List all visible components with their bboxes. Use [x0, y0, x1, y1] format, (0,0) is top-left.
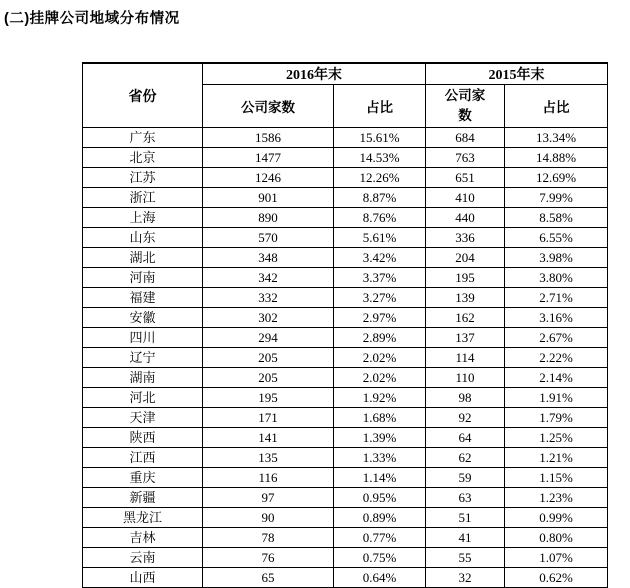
count-2016-cell: 302	[203, 308, 334, 328]
pct-2015-cell: 12.69%	[505, 168, 608, 188]
province-cell: 云南	[83, 548, 203, 568]
count-2015-cell: 139	[426, 288, 505, 308]
province-cell: 湖南	[83, 368, 203, 388]
province-cell: 黑龙江	[83, 508, 203, 528]
count-2016-cell: 1477	[203, 148, 334, 168]
province-cell: 江西	[83, 448, 203, 468]
header-pct-2016: 占比	[334, 85, 426, 128]
province-cell: 上海	[83, 208, 203, 228]
province-cell: 北京	[83, 148, 203, 168]
province-cell: 新疆	[83, 488, 203, 508]
count-2015-cell: 64	[426, 428, 505, 448]
province-cell: 江苏	[83, 168, 203, 188]
table-row	[83, 228, 608, 248]
pct-2016-cell: 1.92%	[334, 388, 426, 408]
pct-2016-cell: 3.27%	[334, 288, 426, 308]
count-2016-cell: 65	[203, 568, 334, 588]
pct-2015-cell: 8.58%	[505, 208, 608, 228]
province-cell: 安徽	[83, 308, 203, 328]
count-2015-cell: 440	[426, 208, 505, 228]
header-count-2016: 公司家数	[203, 85, 334, 128]
count-2016-cell: 76	[203, 548, 334, 568]
pct-2016-cell: 12.26%	[334, 168, 426, 188]
count-2015-cell: 410	[426, 188, 505, 208]
count-2015-cell: 92	[426, 408, 505, 428]
table-row	[83, 488, 608, 508]
count-2015-cell: 651	[426, 168, 505, 188]
table-row	[83, 168, 608, 188]
pct-2016-cell: 2.02%	[334, 368, 426, 388]
pct-2015-cell: 3.80%	[505, 268, 608, 288]
header-2015: 2015年末	[426, 63, 608, 85]
pct-2015-cell: 1.23%	[505, 488, 608, 508]
header-pct-2015: 占比	[505, 85, 608, 128]
count-2016-cell: 1586	[203, 128, 334, 148]
count-2015-cell: 98	[426, 388, 505, 408]
pct-2016-cell: 3.42%	[334, 248, 426, 268]
count-2015-cell: 59	[426, 468, 505, 488]
table-row	[83, 408, 608, 428]
table-row	[83, 188, 608, 208]
table-row	[83, 308, 608, 328]
count-2016-cell: 116	[203, 468, 334, 488]
table-row	[83, 268, 608, 288]
pct-2016-cell: 0.77%	[334, 528, 426, 548]
count-2015-cell: 51	[426, 508, 505, 528]
pct-2016-cell: 5.61%	[334, 228, 426, 248]
pct-2015-cell: 3.98%	[505, 248, 608, 268]
count-2015-cell: 195	[426, 268, 505, 288]
pct-2016-cell: 0.75%	[334, 548, 426, 568]
table-body	[83, 128, 608, 588]
pct-2015-cell: 1.79%	[505, 408, 608, 428]
count-2016-cell: 570	[203, 228, 334, 248]
pct-2016-cell: 1.33%	[334, 448, 426, 468]
province-cell: 吉林	[83, 528, 203, 548]
pct-2015-cell: 0.80%	[505, 528, 608, 548]
pct-2015-cell: 0.99%	[505, 508, 608, 528]
table-row	[83, 528, 608, 548]
pct-2016-cell: 0.89%	[334, 508, 426, 528]
count-2015-cell: 114	[426, 348, 505, 368]
count-2015-cell: 63	[426, 488, 505, 508]
table-row	[83, 468, 608, 488]
province-cell: 湖北	[83, 248, 203, 268]
province-cell: 山西	[83, 568, 203, 588]
pct-2015-cell: 2.22%	[505, 348, 608, 368]
pct-2016-cell: 2.97%	[334, 308, 426, 328]
count-2015-cell: 32	[426, 568, 505, 588]
pct-2015-cell: 1.21%	[505, 448, 608, 468]
count-2016-cell: 890	[203, 208, 334, 228]
count-2016-cell: 97	[203, 488, 334, 508]
header-group-row	[83, 63, 608, 85]
count-2016-cell: 901	[203, 188, 334, 208]
count-2016-cell: 205	[203, 348, 334, 368]
count-2016-cell: 141	[203, 428, 334, 448]
province-cell: 陕西	[83, 428, 203, 448]
count-2016-cell: 348	[203, 248, 334, 268]
pct-2016-cell: 14.53%	[334, 148, 426, 168]
count-2016-cell: 171	[203, 408, 334, 428]
table-header	[83, 63, 608, 128]
province-cell: 辽宁	[83, 348, 203, 368]
pct-2015-cell: 14.88%	[505, 148, 608, 168]
province-cell: 河北	[83, 388, 203, 408]
pct-2016-cell: 1.68%	[334, 408, 426, 428]
count-2015-cell: 62	[426, 448, 505, 468]
province-cell: 重庆	[83, 468, 203, 488]
table-row	[83, 208, 608, 228]
count-2015-cell: 204	[426, 248, 505, 268]
pct-2016-cell: 8.76%	[334, 208, 426, 228]
count-2015-cell: 41	[426, 528, 505, 548]
pct-2016-cell: 0.64%	[334, 568, 426, 588]
province-cell: 天津	[83, 408, 203, 428]
province-cell: 广东	[83, 128, 203, 148]
pct-2015-cell: 2.71%	[505, 288, 608, 308]
count-2015-cell: 137	[426, 328, 505, 348]
pct-2015-cell: 1.07%	[505, 548, 608, 568]
pct-2015-cell: 13.34%	[505, 128, 608, 148]
pct-2016-cell: 2.02%	[334, 348, 426, 368]
table-row	[83, 248, 608, 268]
pct-2015-cell: 7.99%	[505, 188, 608, 208]
header-2016: 2016年末	[203, 63, 426, 85]
province-cell: 四川	[83, 328, 203, 348]
count-2016-cell: 135	[203, 448, 334, 468]
table-row	[83, 328, 608, 348]
count-2016-cell: 1246	[203, 168, 334, 188]
pct-2015-cell: 3.16%	[505, 308, 608, 328]
pct-2015-cell: 2.67%	[505, 328, 608, 348]
table-row	[83, 388, 608, 408]
pct-2016-cell: 8.87%	[334, 188, 426, 208]
province-cell: 山东	[83, 228, 203, 248]
count-2016-cell: 332	[203, 288, 334, 308]
count-2015-cell: 55	[426, 548, 505, 568]
header-count-2015	[426, 85, 505, 128]
pct-2016-cell: 15.61%	[334, 128, 426, 148]
region-distribution-table	[82, 62, 608, 588]
pct-2015-cell: 1.25%	[505, 428, 608, 448]
count-2016-cell: 90	[203, 508, 334, 528]
pct-2015-cell: 2.14%	[505, 368, 608, 388]
province-cell: 浙江	[83, 188, 203, 208]
pct-2015-cell: 1.15%	[505, 468, 608, 488]
province-cell: 福建	[83, 288, 203, 308]
section-title: (二)挂牌公司地域分布情况	[4, 11, 180, 27]
table-row	[83, 348, 608, 368]
pct-2016-cell: 1.39%	[334, 428, 426, 448]
count-2015-cell: 162	[426, 308, 505, 328]
province-cell: 河南	[83, 268, 203, 288]
count-2015-cell: 110	[426, 368, 505, 388]
pct-2016-cell: 0.95%	[334, 488, 426, 508]
header-count-2015-label: 公司家数	[444, 88, 486, 123]
table-row	[83, 148, 608, 168]
table-row	[83, 508, 608, 528]
table-row	[83, 128, 608, 148]
count-2015-cell: 684	[426, 128, 505, 148]
count-2016-cell: 195	[203, 388, 334, 408]
pct-2016-cell: 1.14%	[334, 468, 426, 488]
pct-2015-cell: 1.91%	[505, 388, 608, 408]
pct-2016-cell: 2.89%	[334, 328, 426, 348]
table-row	[83, 368, 608, 388]
count-2016-cell: 78	[203, 528, 334, 548]
pct-2015-cell: 6.55%	[505, 228, 608, 248]
count-2016-cell: 205	[203, 368, 334, 388]
count-2015-cell: 336	[426, 228, 505, 248]
count-2015-cell: 763	[426, 148, 505, 168]
table-row	[83, 448, 608, 468]
table-row	[83, 288, 608, 308]
count-2016-cell: 342	[203, 268, 334, 288]
pct-2015-cell: 0.62%	[505, 568, 608, 588]
pct-2016-cell: 3.37%	[334, 268, 426, 288]
table-row	[83, 548, 608, 568]
count-2016-cell: 294	[203, 328, 334, 348]
header-province: 省份	[83, 63, 203, 128]
table-row	[83, 428, 608, 448]
